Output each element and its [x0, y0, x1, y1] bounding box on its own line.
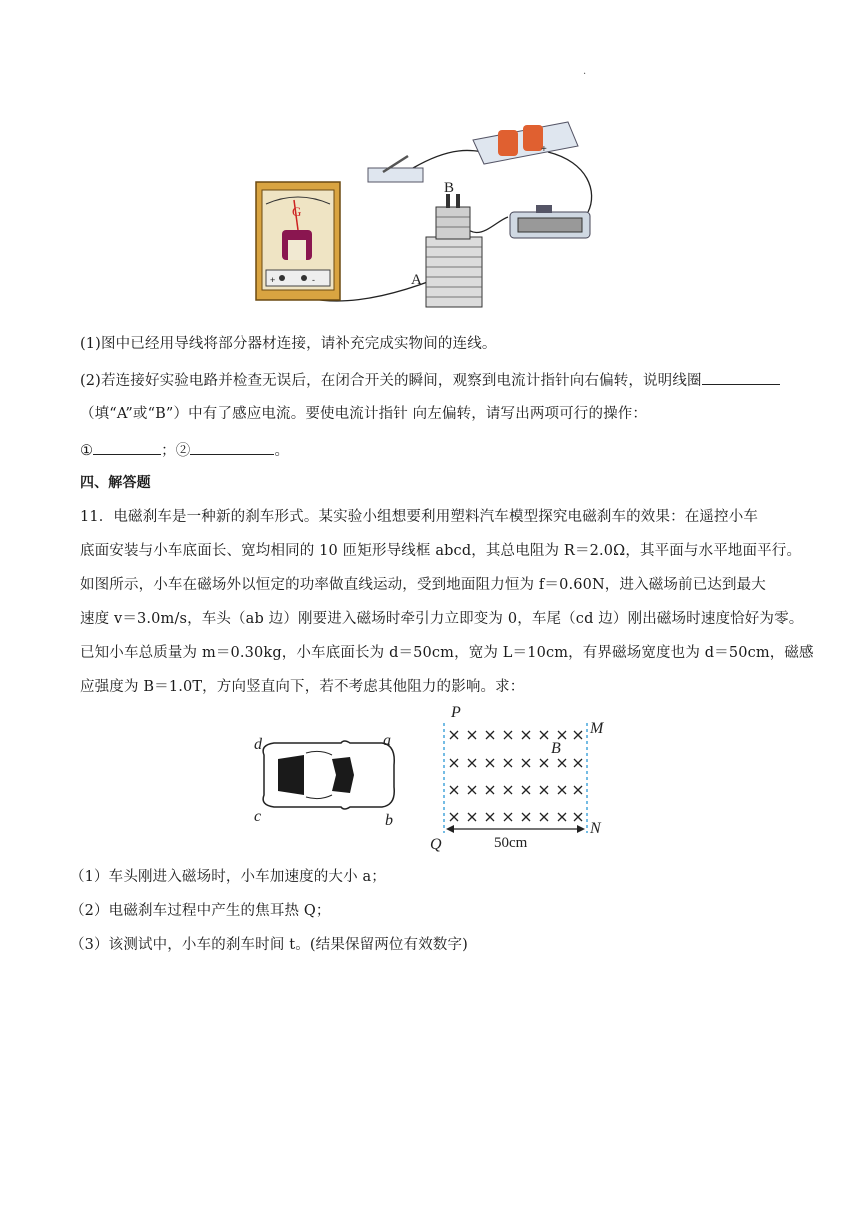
field-cross-mark	[574, 759, 582, 767]
car-label-c: c	[254, 808, 262, 825]
page-dot: .	[583, 66, 587, 77]
field-cross-mark	[468, 759, 476, 767]
field-cross-mark	[450, 786, 458, 794]
field-label-n: N	[590, 820, 601, 837]
q11-line-6: 应强度为 B＝1.0T，方向竖直向下，若不考虑其他阻力的影响。求：	[80, 679, 525, 695]
field-cross-mark	[574, 813, 582, 821]
field-cross-mark	[540, 731, 548, 739]
blank-end: 。	[274, 443, 290, 459]
field-label-m: M	[590, 720, 604, 737]
field-cross-mark	[558, 786, 566, 794]
field-cross-mark	[468, 786, 476, 794]
answer-blank-coil[interactable]	[702, 369, 780, 385]
blank-separator: ；②	[161, 443, 191, 459]
q11-line-1: 11．电磁刹车是一种新的刹车形式。某实验小组想要利用塑料汽车模型探究电磁刹车的效果：在遥控小车	[80, 509, 758, 525]
field-cross-mark	[540, 759, 548, 767]
field-cross-mark	[522, 731, 530, 739]
q11-line-5: 已知小车总质量为 m＝0.30kg，小车底面长为 d＝50cm，宽为 L＝10cm，有界磁场宽度也为 d＝50cm，磁感	[80, 645, 814, 661]
q10-part2-a: (2)若连接好实验电路并检查无误后，在闭合开关的瞬间，观察到电流计指针向右偏转，说明线圈	[80, 373, 702, 389]
q10-part2-b: （填“A”或“B”）中有了感应电流。要使电流计指针 向左偏转，请写出两项可行的操作：	[80, 406, 648, 422]
field-cross-mark	[504, 759, 512, 767]
field-cross-mark	[486, 786, 494, 794]
q10-part2-line1	[80, 369, 780, 391]
field-cross-mark	[504, 786, 512, 794]
car-magnetic-field-figure	[246, 705, 616, 855]
car-label-d: d	[254, 736, 262, 753]
q11-line-3: 如图所示，小车在磁场外以恒定的功率做直线运动，受到地面阻力恒为 f＝0.60N，进入磁场前已达到最大	[80, 577, 766, 593]
field-cross-mark	[558, 759, 566, 767]
q11-line-4: 速度 v＝3.0m/s，车头（ab 边）刚要进入磁场时牵引力立即变为 0，车尾（cd 边）刚出磁场时速度恰好为零。	[80, 611, 804, 627]
field-cross-mark	[504, 731, 512, 739]
field-cross-mark	[468, 731, 476, 739]
answer-blank-2[interactable]	[190, 439, 274, 455]
field-cross-mark	[522, 759, 530, 767]
q10-blanks	[80, 439, 780, 461]
q11-sub1: （1）车头刚进入磁场时，小车加速度的大小 a；	[70, 869, 386, 885]
galv-plus: +	[270, 275, 276, 285]
car-label-a: a	[383, 732, 391, 749]
field-cross-mark	[522, 813, 530, 821]
field-cross-mark	[558, 813, 566, 821]
field-width-label: 50cm	[494, 835, 528, 851]
blank1-prefix: ①	[80, 443, 94, 459]
field-cross-mark	[504, 813, 512, 821]
coil-a-label: A	[411, 272, 422, 288]
field-cross-mark	[486, 731, 494, 739]
answer-blank-1[interactable]	[93, 439, 161, 455]
q11-sub2: （2）电磁刹车过程中产生的焦耳热 Q；	[70, 903, 331, 919]
field-label-q: Q	[430, 836, 442, 853]
induction-apparatus-figure	[248, 112, 608, 312]
field-cross-mark	[574, 786, 582, 794]
q11-sub3: （3）该测试中，小车的刹车时间 t。(结果保留两位有效数字)	[70, 937, 468, 953]
field-label-b: B	[551, 740, 561, 757]
q10-part1: (1)图中已经用导线将部分器材连接，请补充完成实物间的连线。	[80, 336, 497, 352]
galv-minus: -	[312, 275, 315, 285]
field-cross-mark	[450, 759, 458, 767]
field-cross-mark	[540, 786, 548, 794]
field-cross-mark	[486, 759, 494, 767]
field-cross-mark	[450, 813, 458, 821]
field-cross-mark	[540, 813, 548, 821]
battery-plus: +	[541, 144, 547, 155]
field-cross-mark	[450, 731, 458, 739]
coil-b-label: B	[444, 180, 455, 196]
section-title: 四、解答题	[80, 475, 151, 491]
field-cross-mark	[486, 813, 494, 821]
field-label-p: P	[451, 705, 461, 721]
field-cross-mark	[558, 731, 566, 739]
q11-line-2: 底面安装与小车底面长、宽均相同的 10 匝矩形导线框 abcd，其总电阻为 R＝2.0Ω，其平面与水平地面平行。	[80, 543, 802, 559]
galvanometer-label: G	[292, 204, 302, 219]
field-cross-mark	[522, 786, 530, 794]
field-cross-mark	[468, 813, 476, 821]
car-label-b: b	[385, 812, 393, 829]
field-cross-mark	[574, 731, 582, 739]
